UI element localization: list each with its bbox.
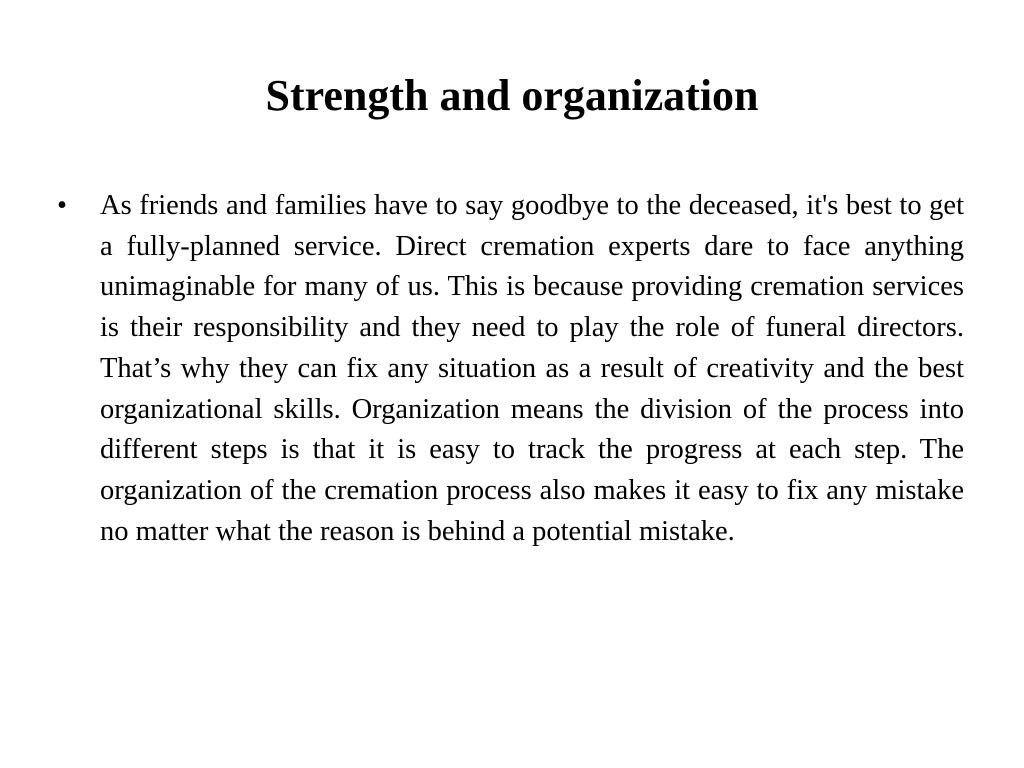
bullet-text: As friends and families have to say goodbye to the deceased, it's best to get a fully-planned service. Direct cremation experts dare to face anything unimaginable for many of us. This is because providing cremation services is their responsibility and they need to play the role of funeral directors. That’s why they can fix any situation as a result of creativity and the best organizational skills. Organization means the division of the process into different steps is that it is easy to track the progress at each step. The organization of the cremation process also makes it easy to fix any mistake no matter what the reason is behind a potential mistake. (100, 190, 964, 547)
bullet-marker: • (57, 190, 67, 221)
slide-title: Strength and organization (265, 71, 759, 120)
bullet-item (57, 186, 964, 552)
bullet-list (57, 186, 964, 552)
